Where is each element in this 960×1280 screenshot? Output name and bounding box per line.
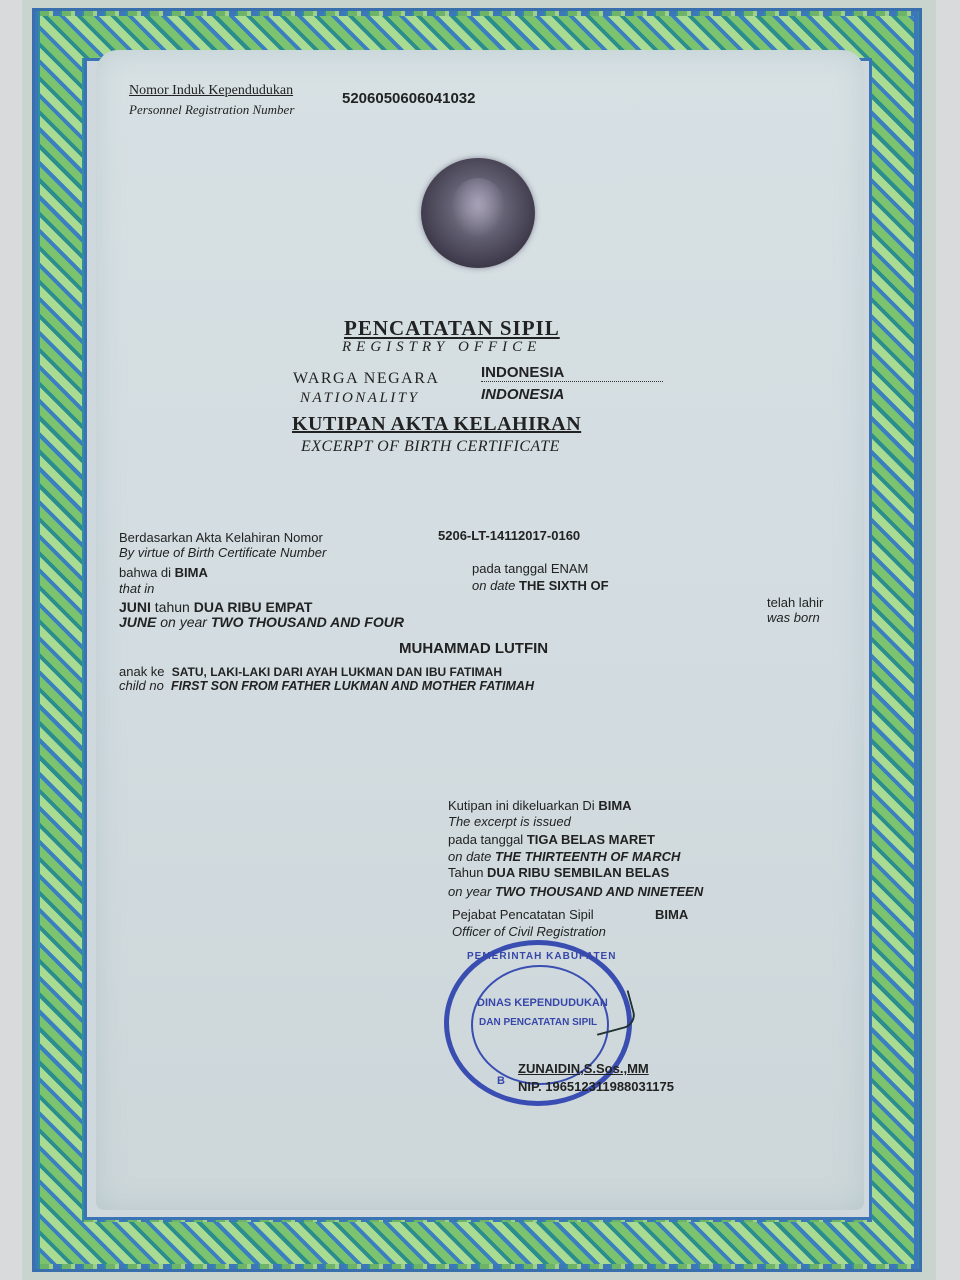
issued-label-id: Kutipan ini dikeluarkan Di [448,798,595,813]
registry-office-title: PENCATATAN SIPIL [344,316,560,340]
issued-place: BIMA [598,798,632,813]
year-word-en: on year [160,614,207,630]
stamp-line-2: DAN PENCATATAN SIPIL [479,1017,598,1028]
nik-label-en: Personnel Registration Number [129,102,295,117]
nationality-value-en: INDONESIA [481,386,565,403]
stamp-line-1: DINAS KEPENDUDUKAN [477,997,608,1009]
issue-year-id: DUA RIBU SEMBILAN BELAS [487,865,670,880]
document-subtitle: EXCERPT OF BIRTH CERTIFICATE [301,438,560,455]
officer-place: BIMA [655,907,689,922]
child-order-label-en: child no [119,678,164,693]
child-order-label-id: anak ke [119,664,165,679]
that-in-label-id: bahwa di [119,565,172,580]
basis-label-id: Berdasarkan Akta Kelahiran Nomor [119,530,323,545]
on-date-label-id: pada tanggal [472,561,548,576]
issue-date-label-en: on date [448,849,492,864]
child-order-value-id: SATU, LAKI-LAKI DARI AYAH LUKMAN DAN IBU FATIMAH [171,665,502,679]
registry-office-subtitle: REGISTRY OFFICE [342,339,542,355]
signatory-name: ZUNAIDIN,S.Sos.,MM [518,1061,649,1076]
child-name: MUHAMMAD LUTFIN [399,640,549,657]
on-date-label-en: on date [472,578,516,593]
born-label-id: telah lahir [767,595,824,610]
document-title: KUTIPAN AKTA KELAHIRAN [292,413,582,435]
birth-month-id: JUNI [119,599,151,615]
child-order-value-en: FIRST SON FROM FATHER LUKMAN AND MOTHER FATIMAH [171,679,534,693]
birth-place: BIMA [174,565,208,580]
issue-year-label-id: Tahun [448,865,484,880]
birth-year-id: DUA RIBU EMPAT [193,599,313,615]
year-word-id: tahun [154,599,190,615]
stamp-bottom-letter: B [497,1075,505,1087]
officer-label-en: Officer of Civil Registration [452,924,606,939]
birth-certificate-number: 5206-LT-14112017-0160 [438,528,581,543]
issue-date-id: TIGA BELAS MARET [526,832,655,847]
that-in-label-en: that in [119,581,155,596]
born-label-en: was born [767,610,820,625]
issue-date-en: THE THIRTEENTH OF MARCH [495,849,681,864]
basis-label-en: By virtue of Birth Certificate Number [119,545,327,560]
birth-day-en: THE SIXTH OF [519,578,609,593]
nip-label: NIP. [518,1079,542,1094]
signatory-nip: 196512311988031175 [545,1079,674,1094]
nik-label-id: Nomor Induk Kependudukan [129,83,294,98]
birth-year-en: TWO THOUSAND AND FOUR [210,614,404,630]
nationality-label-id: WARGA NEGARA [293,370,440,387]
stamp-ring-text: PEMERINTAH KABUPATEN [467,951,617,962]
issue-date-label-id: pada tanggal [448,832,524,847]
nationality-label-en: NATIONALITY [300,390,420,406]
nationality-value-id: INDONESIA [481,364,663,382]
officer-label-id: Pejabat Pencatatan Sipil [452,907,594,922]
birth-day-id: ENAM [550,561,589,576]
birth-month-en: JUNE [119,614,157,630]
nik-value: 5206050606041032 [342,90,476,107]
issue-year-en: TWO THOUSAND AND NINETEEN [495,884,704,899]
issued-label-en: The excerpt is issued [448,814,571,829]
garuda-emblem-icon [421,158,535,268]
issue-year-label-en: on year [448,884,492,899]
